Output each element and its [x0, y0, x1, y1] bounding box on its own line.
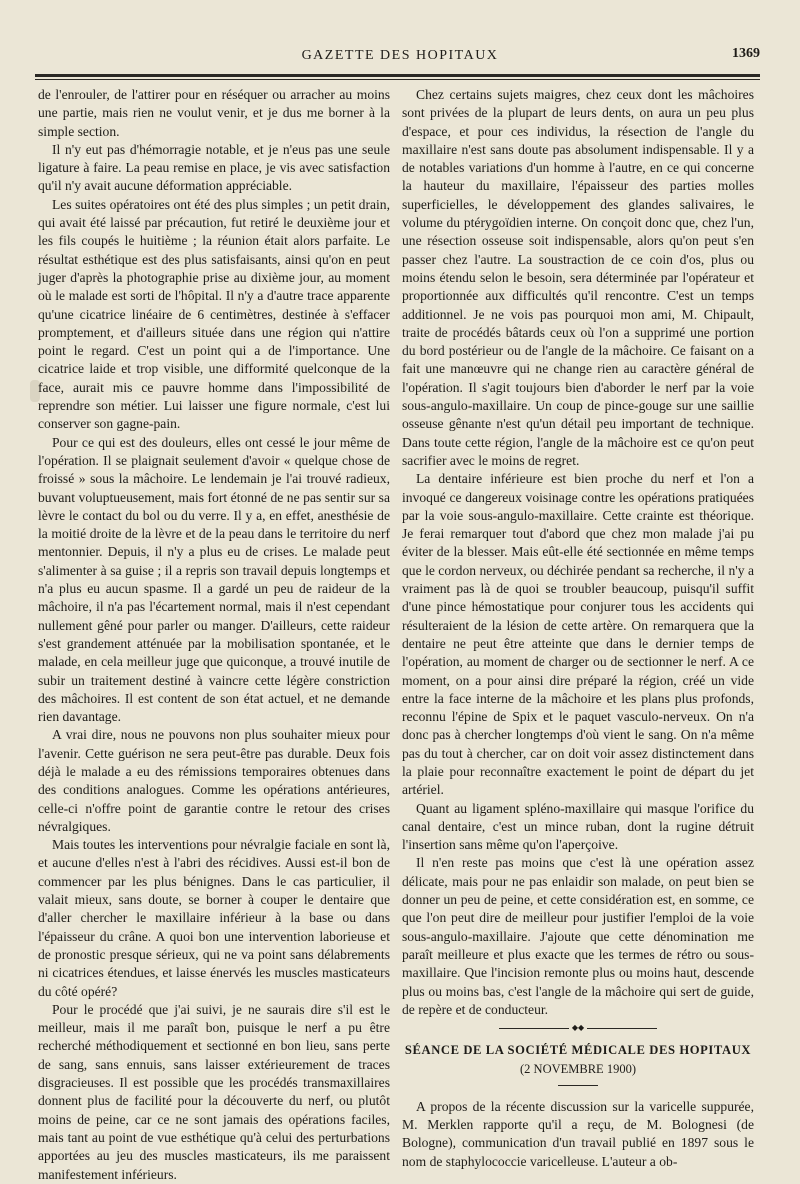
paragraph: A vrai dire, nous ne pouvons non plus souhaiter mieux pour l'avenir. Cette guérison ne sera peut-être pas durable. Deux fois déjà le malade a eu des rémissions temporaires obtenues dans des conditions analogues. Comme les opérations antérieures, celle-ci n'offre point de garantie contre le retour des crises névralgiques. — [38, 727, 390, 834]
header-rule-thin — [35, 79, 760, 80]
page-number: 1369 — [732, 46, 760, 61]
section-title: SÉANCE DE LA SOCIÉTÉ MÉDICALE DES HOPITAUX — [404, 1043, 752, 1058]
paragraph: Il n'en reste pas moins que c'est là une opération assez délicate, mais pour ne pas enlaidir son malade, on peut bien se donner un peu de peine, et cette considération est, en somme, ce que l'on peut dire de meilleur pour justifier l'emploi de la voie sous-angulo-maxillaire. J'ajoute que cette dénomination me paraît meilleure et plus exacte que les termes de rétro ou sous-maxillaire. Que l'incision remonte plus ou moins haut, descende plus ou moins bas, c'est l'angle de la mâchoire qui sert de guide, de repère et de conducteur. — [402, 855, 754, 1017]
journal-title: GAZETTE DES HOPITAUX — [301, 48, 499, 63]
paragraph: Pour ce qui est des douleurs, elles ont cessé le jour même de l'opération. Il se plaignait seulement d'avoir « quelque chose de froissé » sous la mâchoire. Le lendemain je l'ai trouvé radieux, buvant voluptueusement, mais fort étonné de ne pas sentir sur sa lèvre le contact du bol ou du verre. Il y a, en effet, anesthésie de la moitié droite de la lèvre et de la peau dans le territoire du nerf mentonnier. Depuis, il n'y a plus eu de crises. Le malade peut s'alimenter à sa guise ; il a repris son travail depuis longtemps et n'a plus eu aucun spasme. Il a gardé un peu de raideur de la mâchoire, il n'a pas l'écartement normal, mais il n'est cependant nullement gêné pour parler ou manger. D'ailleurs, cette raideur s'est grandement atténuée par la mobilisation spontanée, et le malade, en cela meilleur juge que quiconque, a trouvé inutile de subir un traitement destiné à vaincre cette légère constriction des mâchoires. Il est content de son état actuel, et ne demande rien davantage. — [38, 434, 390, 725]
section-separator — [402, 1021, 754, 1035]
paragraph: Quant au ligament spléno-maxillaire qui masque l'orifice du canal dentaire, c'est un mince ruban, dont la rugine détruit l'insertion sans même qu'on l'aperçoive. — [402, 800, 754, 853]
short-rule — [558, 1085, 598, 1086]
right-column — [402, 86, 754, 1169]
left-column — [38, 86, 390, 1182]
section-date: (2 NOVEMBRE 1900) — [520, 1062, 636, 1077]
header-rule-thick — [35, 74, 760, 77]
paragraph: La dentaire inférieure est bien proche du nerf et l'on a invoqué ce dangereux voisinage contre les opérations pratiquées par la voie sous-angulo-maxillaire. Cette crainte est théorique. Je ferai remarquer tout d'abord que chez mon malade j'ai pu éviter de la blesser. Mais eût-elle été sectionnée en même temps que le cordon nerveux, ou déchirée pendant sa recherche, il n'y a vraiment pas là de quoi se troubler beaucoup, puisqu'il suffit d'une pince hémostatique pour conjurer tous les accidents qui résulteraient de la lésion de cette artère. On remarquera que la dentaire ne peut être atteinte que dans le dernier temps de l'opération, au moment de charger ou de sectionner le nerf. A ce moment, on a pour ainsi dire préparé la région, créé un vide entre la face interne de la mâchoire et les plans plus profonds, reconnu l'épine de Spix et le paquet vasculo-nerveux. On n'a donc pas à chercher longtemps d'où vient le sang. On n'a même pas du tout à chercher, car on doit voir assez distinctement dans la plaie pour reconnaître exactement le point de départ du jet artériel. — [402, 471, 754, 798]
paragraph: A propos de la récente discussion sur la varicelle suppurée, M. Merklen rapporte qu'il a reçu, de M. Bolognesi (de Bologne), communication d'un travail publié en 1897 sous le nom de staphylococcie varicelleuse. L'auteur a ob- — [402, 1098, 754, 1169]
page-header — [0, 44, 800, 66]
paragraph: Pour le procédé que j'ai suivi, je ne saurais dire s'il est le meilleur, mais il me paraît bon, puisque le nerf a pu être recherché méthodiquement et sectionné en bon lieu, sans perte de sang, sans ennuis, sans laisser extérieurement de traces disgracieuses. Il est possible que les procédés transmaxillaires donnent plus de facilité pour la découverte du nerf, ou plutôt moins de peine, car ce ne sont jamais des opérations faciles, mais tant au point de vue esthétique qu'à celui des perturbations apportées au jeu des muscles masticateurs, ils me paraissent manifestement inférieurs. — [38, 1001, 390, 1182]
paragraph: de l'enrouler, de l'attirer pour en réséquer ou arracher au moins une partie, mais rien ne voulut venir, et je dus me borner à la simple section. — [38, 87, 390, 139]
paragraph: Les suites opératoires ont été des plus simples ; un petit drain, qui avait été laissé par précaution, fut retiré le deuxième jour et les fils coupés le huitième ; la réunion était alors parfaite. Le résultat esthétique est des plus satisfaisants, ainsi qu'on en peut juger d'après la photographie prise au dixième jour, au moment où le malade est sorti de l'hôpital. Il n'y a d'autre trace apparente qu'une cicatrice linéaire de 6 centimètres, destinée à s'effacer promptement, et d'ailleurs située dans une région qui n'attire point le regard. C'est un point qui a de l'importance. Une cicatrice laide et trop visible, une difformité quelconque de la face, aurait mis ce pauvre homme dans l'impossibilité de reprendre son métier. Lui laisser une figure normale, c'est lui conserver son gagne-pain. — [38, 196, 390, 432]
ornament-icon: ◆◆ — [571, 1023, 585, 1032]
paragraph: Il n'y eut pas d'hémorragie notable, et je n'eus pas une seule ligature à faire. La peau remise en place, je vis avec satisfaction qu'il n'y avait aucune déformation appréciable. — [38, 141, 390, 194]
paragraph: Mais toutes les interventions pour névralgie faciale en sont là, et aucune d'elles n'est à l'abri des récidives. Aussi est-il bon de commencer par les plus bénignes. Dans le cas particulier, il valait mieux, sans doute, se borner à couper le dentaire que d'aller chercher le maxillaire inférieur à la base ou dans l'épaisseur du crâne. A quoi bon une intervention laborieuse et de pronostic presque sérieux, qui ne va point sans délabrements ni cicatrices étendues, et laisse énervés les muscles masticateurs du côté opéré? — [38, 837, 390, 999]
paragraph: Chez certains sujets maigres, chez ceux dont les mâchoires sont privées de la plupart de leurs dents, on aura un peu plus d'espace, et pour ces individus, la résection de l'angle du maxillaire n'est sans doute pas absolument indispensable. Il y a de notables variations d'un homme à l'autre, en ce qui concerne la hauteur du maxillaire, l'épaisseur des parties molles superficielles, le développement des glandes salivaires, le volume du ptérygoïdien interne. On conçoit donc que, chez l'un, une résection osseuse soit indispensable, alors qu'on peut s'en passer chez l'autre. La soustraction de ce coin d'os, plus ou moins étendu selon le besoin, sera déterminée par l'opérateur et proportionnée aux difficultés qu'il rencontre. C'est un temps additionnel. Je ne vois pas pourquoi mon ami, M. Chipault, traite de procédés bâtards ceux où l'on a supprimé une portion du bord postérieur ou de l'angle de la mâchoire. Ce faisant on a fait une manœuvre qui ne change rien au caractère général de l'opération. Il s'agit toujours bien d'aborder le nerf par la voie sous-angulo-maxillaire. Un coup de pince-gouge sur une saillie osseuse gênante n'est qu'un détail peu important de technique. Dans toute cette région, l'angle de la mâchoire est ce qu'on peut sacrifier avec le moins de regret. — [402, 87, 754, 468]
